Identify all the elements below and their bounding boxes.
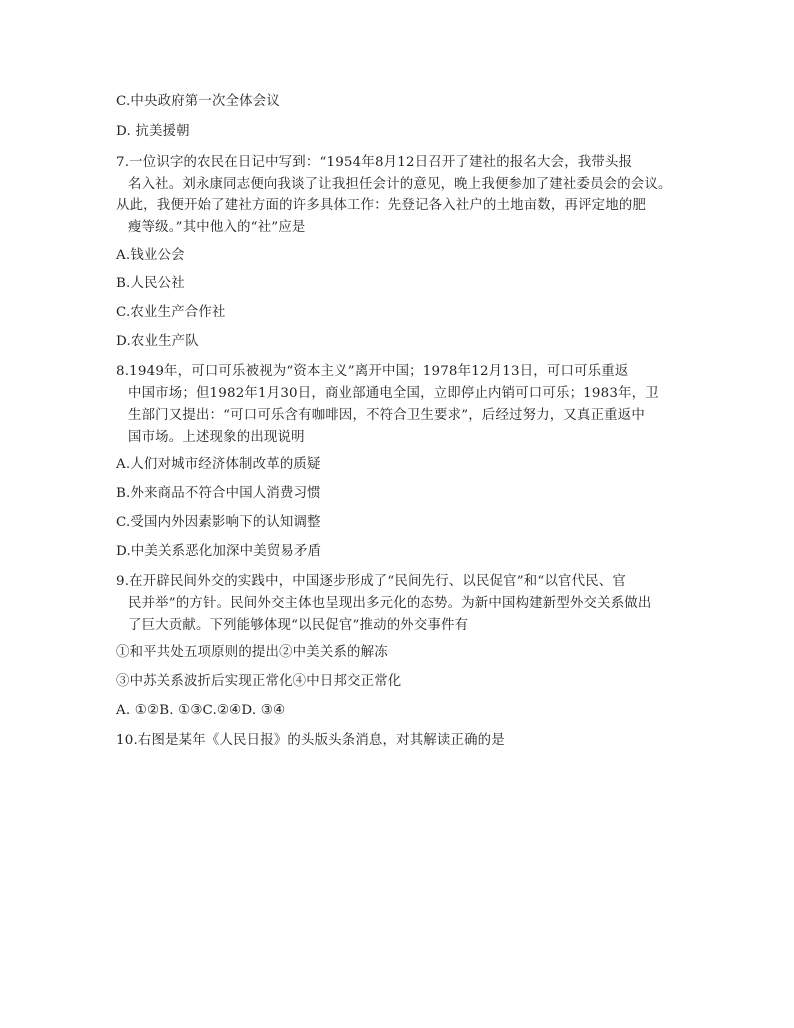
option-d-q6: D. 抗美援朝 (116, 124, 190, 139)
question-9-line-1: 9.在开辟民间外交的实践中，中国逐步形成了“民间先行、以民促官”和“以官代民、官 (116, 574, 626, 589)
question-10: 10.右图是某年《人民日报》的头版头条消息，对其解读正确的是 (116, 733, 505, 748)
option-c-q8: C.受国内外因素影响下的认知调整 (116, 515, 321, 530)
option-b-q7: B.人民公社 (116, 276, 185, 291)
option-d-q8: D.中美关系恶化加深中美贸易矛盾 (116, 544, 322, 559)
option-c-q7: C.农业生产合作社 (116, 305, 226, 320)
question-8-line-1: 8.1949年，可口可乐被视为“资本主义”离开中国；1978年12月13日，可口可乐重返 (116, 364, 629, 379)
option-a-q7: A.钱业公会 (116, 248, 185, 263)
question-8-line-4: 国市场。上述现象的出现说明 (128, 430, 305, 445)
question-9-item-3-4: ③中苏关系波折后实现正常化④中日邦交正常化 (116, 674, 402, 689)
question-8-line-2: 中国市场；但1982年1月30日，商业部通电全国，立即停止内销可口可乐；1983年，卫 (128, 386, 659, 401)
option-a-q8: A.人们对城市经济体制改革的质疑 (116, 457, 321, 472)
question-8-line-3: 生部门又提出：“可口可乐含有咖啡因，不符合卫生要求”，后经过努力，又真正重返中 (128, 408, 645, 423)
option-b-q8: B.外来商品不符合中国人消费习惯 (116, 486, 321, 501)
question-9-item-1-2: ①和平共处五项原则的提出②中美关系的解冻 (116, 645, 388, 660)
option-d-q7: D.农业生产队 (116, 334, 199, 349)
option-c-q6: C.中央政府第一次全体会议 (116, 94, 280, 109)
question-7-line-1: 7.一位识字的农民在日记中写到：“1954年8月12日召开了建社的报名大会，我带头报 (116, 155, 633, 170)
question-7-line-2: 名入社。刘永康同志便向我谈了让我担任会计的意见，晚上我便参加了建社委员会的会议。 (128, 177, 672, 192)
options-q9: A. ①②B. ①③C.②④D. ③④ (116, 703, 286, 718)
question-9-line-3: 了巨大贡献。下列能够体现“以民促官”推动的外交事件有 (128, 618, 469, 633)
question-7-line-3: 从此，我便开始了建社方面的许多具体工作：先登记各入社户的土地亩数，再评定地的肥 (116, 198, 647, 213)
question-9-line-2: 民并举”的方针。民间外交主体也呈现出多元化的态势。为新中国构建新型外交关系做出 (128, 596, 652, 611)
question-7-line-4: 瘦等级。”其中他入的“社”应是 (128, 220, 306, 235)
